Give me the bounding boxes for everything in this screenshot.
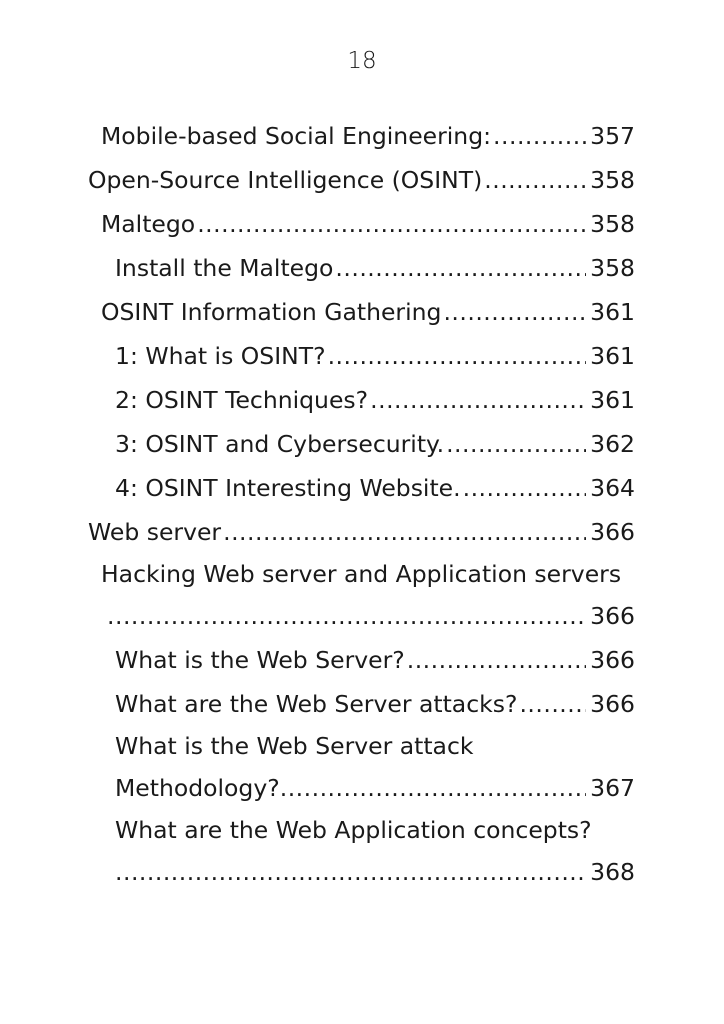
toc-entry[interactable]	[0, 422, 724, 466]
dot-leader	[115, 850, 586, 894]
toc-entry-title-continued: Methodology?	[115, 774, 280, 802]
toc-entry-title: Web server	[88, 518, 222, 546]
toc-entry-title: What is the Web Server attack	[115, 732, 474, 760]
toc-entry[interactable]	[0, 334, 724, 378]
dot-leader	[223, 510, 586, 554]
toc-entry-page: 368	[590, 858, 635, 886]
dot-leader	[484, 158, 586, 202]
toc-entry-page: 366	[590, 690, 635, 718]
toc-entry-title: 2: OSINT Techniques?	[115, 386, 369, 414]
toc-entry-page: 366	[590, 602, 635, 630]
dot-leader	[107, 594, 586, 638]
toc-entry-title: Hacking Web server and Application servers	[101, 560, 622, 588]
toc-entry[interactable]	[0, 246, 724, 290]
dot-leader	[493, 114, 586, 158]
toc-entry-title: 4: OSINT Interesting Website.	[115, 474, 461, 502]
toc-entry[interactable]	[0, 290, 724, 334]
toc-entry-page: 358	[590, 210, 635, 238]
dot-leader	[335, 246, 586, 290]
toc-entry-title: What are the Web Application concepts?	[115, 816, 592, 844]
toc-entry[interactable]	[0, 682, 724, 726]
toc-entry-page: 358	[590, 166, 635, 194]
toc-entry-page: 362	[590, 430, 635, 458]
toc-entry[interactable]	[0, 554, 724, 638]
dot-leader	[463, 466, 587, 510]
toc-entry-page: 366	[590, 646, 635, 674]
toc-entry-title: Open-Source Intelligence (OSINT)	[88, 166, 483, 194]
toc-entry-title: 1: What is OSINT?	[115, 342, 326, 370]
toc-entry-title: 3: OSINT and Cybersecurity.	[115, 430, 445, 458]
toc-entry-title: Install the Maltego	[115, 254, 334, 282]
toc-entry[interactable]	[0, 202, 724, 246]
toc-entry[interactable]	[0, 466, 724, 510]
toc-entry-title: What are the Web Server attacks?	[115, 690, 518, 718]
toc-entry-title: Mobile-based Social Engineering:	[101, 122, 492, 150]
toc-entry-page: 366	[590, 518, 635, 546]
toc-entry-page: 361	[590, 386, 635, 414]
toc-entry[interactable]	[0, 158, 724, 202]
toc-entry-page: 358	[590, 254, 635, 282]
toc-entry-page: 361	[590, 298, 635, 326]
toc-entry-title: Maltego	[101, 210, 196, 238]
dot-leader	[519, 682, 586, 726]
dot-leader	[443, 290, 586, 334]
toc-entry[interactable]	[0, 810, 724, 894]
dot-leader	[328, 334, 587, 378]
toc-entry-title: OSINT Information Gathering	[101, 298, 442, 326]
dot-leader	[197, 202, 586, 246]
toc-entry[interactable]	[0, 378, 724, 422]
toc-entry-title: What is the Web Server?	[115, 646, 405, 674]
toc-entry[interactable]	[0, 638, 724, 682]
toc-entry-page: 364	[590, 474, 635, 502]
dot-leader	[407, 638, 586, 682]
dot-leader	[370, 378, 586, 422]
toc-entry[interactable]	[0, 114, 724, 158]
dot-leader	[446, 422, 586, 466]
toc-entry-page: 367	[590, 774, 635, 802]
toc-entry[interactable]	[0, 726, 724, 810]
toc-entry-page: 357	[590, 122, 635, 150]
toc-entry-page: 361	[590, 342, 635, 370]
dot-leader	[280, 766, 586, 810]
table-of-contents	[0, 114, 724, 894]
toc-entry[interactable]	[0, 510, 724, 554]
page-number: 18	[347, 48, 377, 74]
